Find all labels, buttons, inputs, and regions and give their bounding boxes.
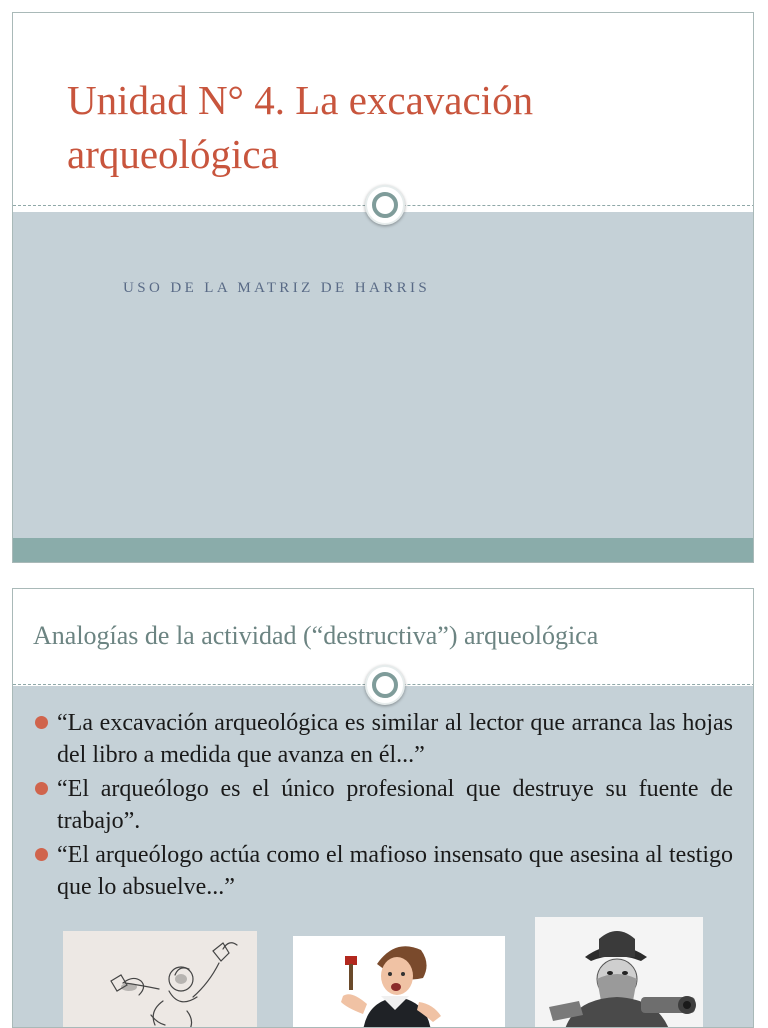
bullet-dot-icon — [35, 782, 48, 795]
bullet-dot-icon — [35, 716, 48, 729]
slide-1-title-line-2: arqueológica — [67, 131, 279, 177]
slide-2-title: Analogías de la actividad (“destructiva”) arqueológica — [33, 621, 599, 650]
bullet-text: “La excavación arqueológica es similar al lector que arranca las hojas del libro a medida que avanza en él...” — [57, 710, 733, 768]
list-item — [35, 839, 733, 903]
circle-ornament-icon — [365, 185, 405, 225]
bullet-text: “El arqueólogo actúa como el mafioso insensato que asesina al testigo que lo absuelve...” — [57, 842, 733, 900]
slide-1-title-line-1: Unidad N° 4. La excavación — [67, 77, 534, 123]
drawing-mafioso-with-gun — [535, 917, 703, 1028]
photo-person-with-hammer — [293, 936, 505, 1028]
bullet-list — [35, 707, 733, 905]
bullet-dot-icon — [35, 848, 48, 861]
slide-1-title — [67, 73, 707, 181]
slide-1-footer-band — [13, 538, 754, 563]
circle-ornament-icon — [365, 665, 405, 705]
slide-2 — [12, 588, 754, 1028]
illustration-figure-tearing-pages — [63, 931, 257, 1028]
list-item — [35, 773, 733, 837]
slide-1-subtitle: USO DE LA MATRIZ DE HARRIS — [123, 280, 431, 296]
slide-1-body-band — [13, 212, 754, 538]
list-item — [35, 707, 733, 771]
slide-1 — [12, 12, 754, 563]
bullet-text: “El arqueólogo es el único profesional que destruye su fuente de trabajo”. — [57, 776, 733, 834]
